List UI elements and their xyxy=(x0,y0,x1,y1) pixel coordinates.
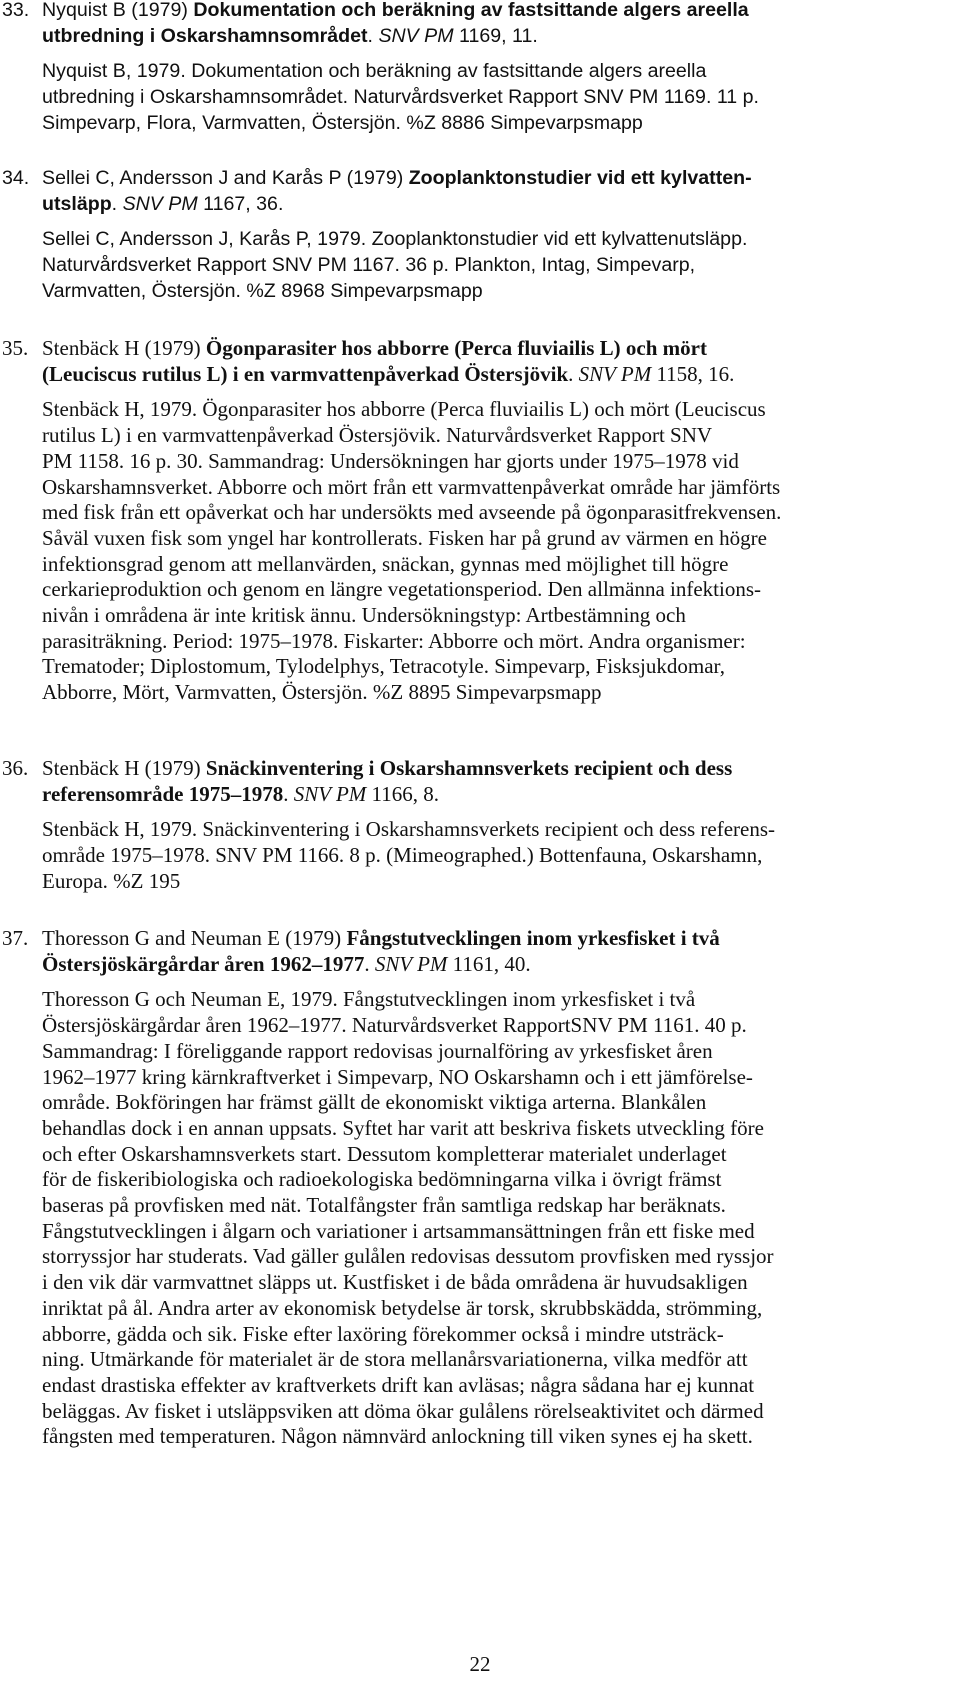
citation-title: Dokumentation och beräkning av fastsittande algers areella xyxy=(193,0,749,21)
detail-line: cerkarieproduktion och genom en längre vegetationsperiod. Den allmänna infektions- xyxy=(42,577,762,602)
detail-line: område. Bokföringen har främst gällt de ekonomiskt viktiga arterna. Blankålen xyxy=(42,1090,707,1115)
detail-line: nivån i områdena är inte kritisk ännu. Undersökningstyp: Artbestämning och xyxy=(42,603,686,628)
entry-number: 36. xyxy=(2,756,29,780)
detail-line: Sellei C, Andersson J, Karås P, 1979. Zooplanktonstudier vid ett kylvattenutsläpp. xyxy=(42,228,748,251)
citation-heading: Thoresson G and Neuman E (1979) Fångstutvecklingen inom yrkesfisket i två Östersjöskärgårdar åren 1962–1977. SNV PM 1161, 40. xyxy=(42,926,720,976)
citation-detail xyxy=(42,397,942,705)
reference-entry-36 xyxy=(0,756,960,895)
detail-line: parasiträkning. Period: 1975–1978. Fiskarter: Abborre och mört. Andra organismer: xyxy=(42,628,746,653)
entry-number: 37. xyxy=(2,926,29,950)
citation-title: Östersjöskärgårdar åren 1962–1977 xyxy=(42,951,365,976)
detail-line: i den vik där varmvattnet släpps ut. Kustfisket i de båda områdena är huvudsakligen xyxy=(42,1270,748,1295)
detail-line: PM 1158. 16 p. 30. Sammandrag: Undersökningen har gjorts under 1975–1978 vid xyxy=(42,448,739,473)
detail-line: abborre, gädda och sik. Fiske efter laxöring förekommer också i mindre utsträck- xyxy=(42,1321,724,1346)
reference-entry-37 xyxy=(0,926,960,1450)
citation-title: Fångstutvecklingen inom yrkesfisket i två xyxy=(346,926,720,950)
detail-line: område 1975–1978. SNV PM 1166. 8 p. (Mimeographed.) Bottenfauna, Oskarshamn, xyxy=(42,843,763,868)
entry-number: 33. xyxy=(2,0,30,21)
detail-line: ning. Utmärkande för materialet är de stora mellanårsvariationerna, vilka medför att xyxy=(42,1347,748,1372)
detail-line: beläggas. Av fisket i utsläppsviken att döma ökar gulålens rörelseaktivitet och därmed xyxy=(42,1398,764,1423)
reference-entry-35 xyxy=(0,336,960,706)
citation-heading: Nyquist B (1979) Dokumentation och beräkning av fastsittande algers areella utbredning i Oskarshamnsområdet. SNV PM 1169, 11. xyxy=(42,0,749,47)
detail-line: utbredning i Oskarshamnsområdet. Naturvårdsverket Rapport SNV PM 1169. 11 p. xyxy=(42,86,759,109)
citation-title: Ögonparasiter hos abborre (Perca fluviailis L) och mört xyxy=(205,336,707,360)
detail-line: Stenbäck H, 1979. Ögonparasiter hos abborre (Perca fluviailis L) och mört (Leuciscus xyxy=(42,397,766,422)
detail-line: infektionsgrad genom att mellanvärden, snäckan, gynnas med möjlighet till högre xyxy=(42,551,729,576)
reference-entry-33 xyxy=(0,0,960,137)
detail-line: baseras på provfisken med nät. Totalfångster från samtliga redskap har beräknats. xyxy=(42,1193,726,1218)
series-name: SNV PM xyxy=(293,781,367,806)
detail-line: fångsten med temperaturen. Någon nämnvärd anlockning till viken synes ej ha skett. xyxy=(42,1424,753,1449)
citation-detail xyxy=(42,987,942,1450)
citation-authors: Thoresson G and Neuman E (1979) xyxy=(42,926,347,950)
detail-line: Trematoder; Diplostomum, Tylodelphys, Tetracotyle. Simpevarp, Fisksjukdomar, xyxy=(42,654,725,679)
detail-line: behandlas dock i en annan uppsats. Syftet har varit att beskriva fiskets utveckling före xyxy=(42,1115,764,1140)
detail-line: Såväl vuxen fisk som yngel har kontrollerats. Fisken har på grund av värmen en högre xyxy=(42,525,767,550)
citation-detail xyxy=(42,227,942,304)
series-number: 1166, 8. xyxy=(366,781,440,806)
detail-line: Fångstutvecklingen i ålgarn och variationer i artsammansättningen från ett fiske med xyxy=(42,1218,755,1243)
detail-line: med fisk från ett opåverkat och har undersökts med avseende på ögonparasitfrekvensen. xyxy=(42,500,782,525)
detail-line: Abborre, Mört, Varmvatten, Östersjön. %Z 8895 Simpevarpsmapp xyxy=(42,680,602,705)
citation-title: referensområde 1975–1978 xyxy=(42,781,284,806)
citation-heading: Stenbäck H (1979) Ögonparasiter hos abborre (Perca fluviailis L) och mört (Leuciscus rutilus L) i en varmvattenpåverkad Östersjövik. SNV PM 1158, 16. xyxy=(42,336,735,386)
series-name: SNV PM xyxy=(122,192,198,215)
citation-authors: Stenbäck H (1979) xyxy=(42,756,206,780)
detail-line: rutilus L) i en varmvattenpåverkad Östersjövik. Naturvårdsverket Rapport SNV xyxy=(42,423,713,448)
detail-line: för de fiskeribiologiska och radioekologiska bedömningarna vilka i övrigt främst xyxy=(42,1167,722,1192)
detail-line: Simpevarp, Flora, Varmvatten, Östersjön. %Z 8886 Simpevarpsmapp xyxy=(42,111,643,134)
entry-number: 35. xyxy=(2,336,29,360)
detail-line: Stenbäck H, 1979. Snäckinventering i Oskarshamnsverkets recipient och dess referens- xyxy=(42,817,776,842)
detail-line: Sammandrag: I föreliggande rapport redovisas journalföring av yrkesfisket åren xyxy=(42,1038,713,1063)
citation-authors: Stenbäck H (1979) xyxy=(42,336,206,360)
detail-line: Varmvatten, Östersjön. %Z 8968 Simpevarpsmapp xyxy=(42,279,483,302)
series-number: 1161, 40. xyxy=(447,951,531,976)
entry-number: 34. xyxy=(2,167,30,189)
citation-detail xyxy=(42,59,942,136)
series-name: SNV PM xyxy=(374,951,448,976)
detail-line: Oskarshamnsverket. Abborre och mört från ett varmvattenpåverkat område har jämförts xyxy=(42,474,781,499)
citation-title: Snäckinventering i Oskarshamnsverkets recipient och dess xyxy=(205,756,733,780)
citation-title: utbredning i Oskarshamnsområdet xyxy=(42,24,368,47)
detail-line: och efter Oskarshamnsverkets start. Dessutom kompletterar materialet underlaget xyxy=(42,1141,727,1166)
detail-line: Nyquist B, 1979. Dokumentation och beräkning av fastsittande algers areella xyxy=(42,60,707,83)
detail-line: inriktat på ål. Andra arter av ekonomisk betydelse är torsk, skrubbskädda, strömming, xyxy=(42,1295,763,1320)
citation-authors: Sellei C, Andersson J and Karås P (1979) xyxy=(42,167,409,189)
page-number: 22 xyxy=(469,1652,491,1676)
series-name: SNV PM xyxy=(578,361,652,386)
citation-title: (Leuciscus rutilus L) i en varmvattenpåverkad Östersjövik xyxy=(42,361,569,386)
citation-authors: Nyquist B (1979) xyxy=(42,0,194,21)
series-name: SNV PM xyxy=(378,24,454,47)
citation-title: utsläpp xyxy=(42,192,112,215)
detail-line: storryssjor har studerats. Vad gäller gulålen redovisas dessutom provfisken med ryssjor xyxy=(42,1244,774,1269)
series-number: 1169, 11. xyxy=(453,24,538,47)
detail-line: Naturvårdsverket Rapport SNV PM 1167. 36 p. Plankton, Intag, Simpevarp, xyxy=(42,254,696,277)
series-number: 1167, 36. xyxy=(197,192,284,215)
citation-detail xyxy=(42,817,942,894)
detail-line: Europa. %Z 195 xyxy=(42,868,181,893)
citation-title: Zooplanktonstudier vid ett kylvatten- xyxy=(408,167,752,189)
reference-entry-34 xyxy=(0,166,960,305)
series-number: 1158, 16. xyxy=(651,361,735,386)
detail-line: 1962–1977 kring kärnkraftverket i Simpevarp, NO Oskarshamn och i ett jämförelse- xyxy=(42,1064,753,1089)
detail-line: endast drastiska effekter av kraftverkets drift kan avläsas; några sådana har ej kunnat xyxy=(42,1372,755,1397)
detail-line: Thoresson G och Neuman E, 1979. Fångstutvecklingen inom yrkesfisket i två xyxy=(42,987,696,1012)
citation-heading: Sellei C, Andersson J and Karås P (1979) Zooplanktonstudier vid ett kylvatten- utsläpp. SNV PM 1167, 36. xyxy=(42,167,752,215)
detail-line: Östersjöskärgårdar åren 1962–1977. Naturvårdsverket RapportSNV PM 1161. 40 p. xyxy=(42,1013,747,1038)
citation-heading: Stenbäck H (1979) Snäckinventering i Oskarshamnsverkets recipient och dess referensområde 1975–1978. SNV PM 1166, 8. xyxy=(42,756,733,806)
